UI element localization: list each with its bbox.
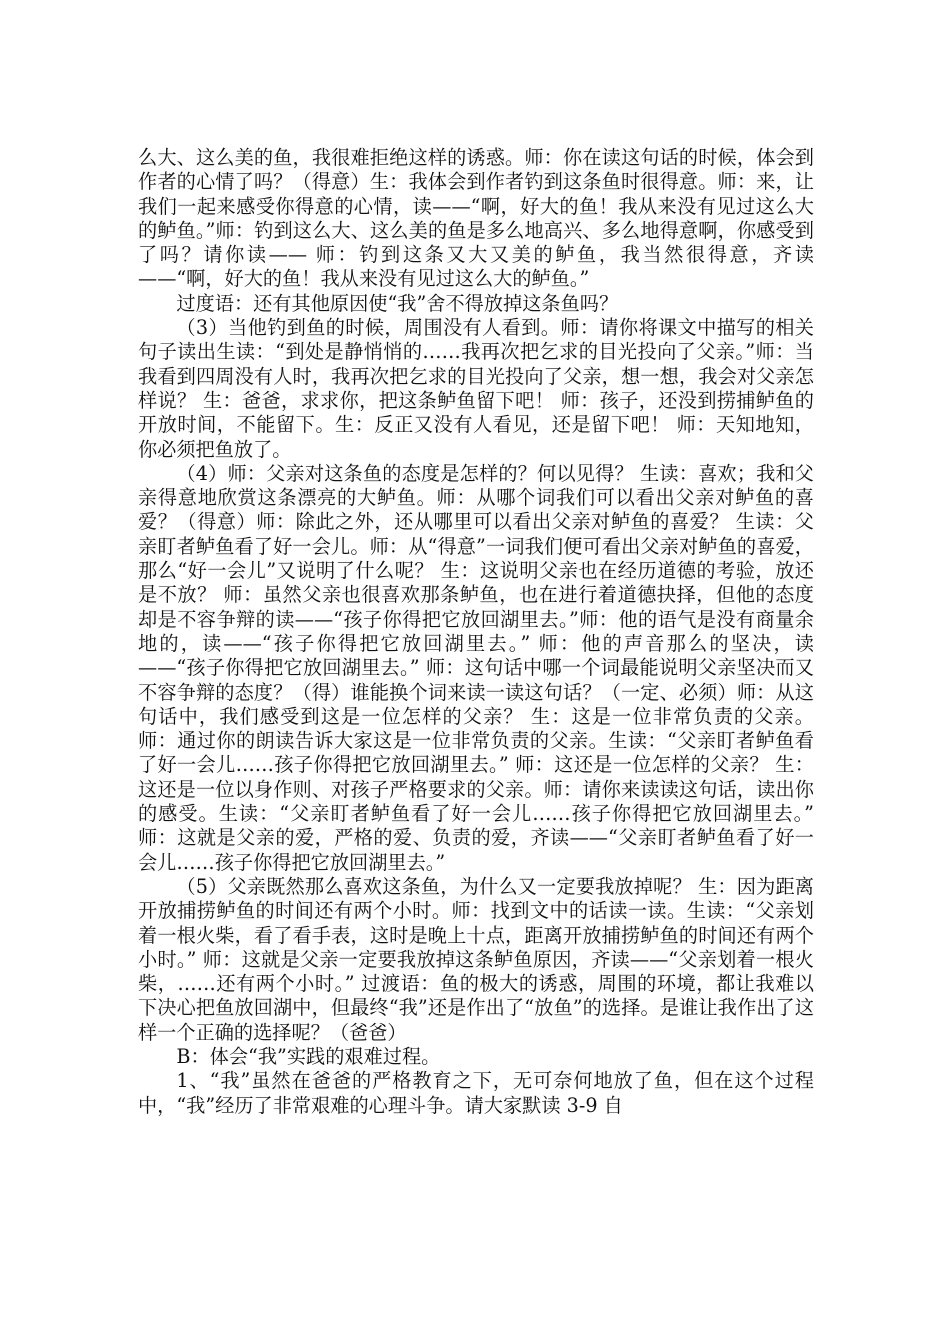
paragraph-4: （4）师：父亲对这条鱼的态度是怎样的？何以见得？ 生读：喜欢；我和父亲得意地欣赏这条漂亮的大鲈鱼。师：从哪个词我们可以看出父亲对鲈鱼的喜爱？（得意）师：除此之外，还从哪里可以看出父亲对鲈鱼的喜爱？ 生读：父亲盯者鲈鱼看了好一会儿。师：从“得意”一词我们便可看出父亲对鲈鱼的喜爱，那么“好一会儿”又说明了什么呢？ 生：这说明父亲也在经历道德的考验，放还是不放？ 师：虽然父亲也很喜欢那条鲈鱼，也在进行着道德抉择，但他的态度却是不容争辩的读——“孩子你得把它放回湖里去。”师：他的语气是没有商量余地的，读——“孩子你得把它放回湖里去。” 师：他的声音那么的坚决，读——“孩子你得把它放回湖里去。” 师：这句话中哪一个词最能说明父亲坚决而又不容争辩的态度？（得）谁能换个词来读一读这句话？（一定、必须）师：从这句话中，我们感受到这是一位怎样的父亲？ 生：这是一位非常负责的父亲。师：通过你的朗读告诉大家这是一位非常负责的父亲。生读：“父亲盯者鲈鱼看了好一会儿……孩子你得把它放回湖里去。” 师：这还是一位怎样的父亲？ 生：这还是一位以身作则、对孩子严格要求的父亲。师：请你来读读这句话，读出你的感受。生读：“父亲盯者鲈鱼看了好一会儿……孩子你得把它放回湖里去。” 师：这就是父亲的爱，严格的爱、负责的爱，齐读——“父亲盯者鲈鱼看了好一会儿……孩子你得把它放回湖里去。” (138, 461, 814, 874)
document-page (138, 146, 814, 1118)
paragraph-2: 过度语：还有其他原因使“我”舍不得放掉这条鱼吗？ (176, 291, 619, 315)
paragraph-7: 1、“我”虽然在爸爸的严格教育之下，无可奈何地放了鱼，但在这个过程中，“我”经历了非常艰难的心理斗争。请大家默读 3-9 自 (138, 1069, 814, 1117)
paragraph-6: B：体会“我”实践的艰难过程。 (176, 1044, 441, 1068)
paragraph-3: （3）当他钓到鱼的时候，周围没有人看到。师：请你将课文中描写的相关句子读出生读：“到处是静悄悄的……我再次把乞求的目光投向了父亲。”师：当我看到四周没有人时，我再次把乞求的目光投向了父亲，想一想，我会对父亲怎样说？ 生：爸爸，求求你，把这条鲈鱼留下吧！ 师：孩子，还没到捞捕鲈鱼的开放时间，不能留下。生：反正又没有人看见，还是留下吧！ 师：天知地知，你必须把鱼放了。 (138, 316, 814, 461)
paragraph-1: 么大、这么美的鱼，我很难拒绝这样的诱惑。师：你在读这句话的时候，体会到作者的心情了吗？（得意）生：我体会到作者钓到这条鱼时很得意。师：来，让我们一起来感受你得意的心情，读——“啊，好大的鱼！我从来没有见过这么大的鲈鱼。”师：钓到这么大、这么美的鱼是多么地高兴、多么地得意啊，你感受到了吗？请你读—— 师：钓到这条又大又美的鲈鱼，我当然很得意，齐读——“啊，好大的鱼！我从来没有见过这么大的鲈鱼。” (138, 146, 814, 291)
paragraph-5: （5）父亲既然那么喜欢这条鱼，为什么又一定要我放掉呢？ 生：因为距离开放捕捞鲈鱼的时间还有两个小时。师：找到文中的话读一读。生读：“父亲划着一根火柴，看了看手表，这时是晚上十点，距离开放捕捞鲈鱼的时间还有两个小时。” 师：这就是父亲一定要我放掉这条鲈鱼原因，齐读——“父亲划着一根火柴，……还有两个小时。” 过渡语：鱼的极大的诱惑，周围的环境，都让我难以下决心把鱼放回湖中，但最终“我”还是作出了“放鱼”的选择。是谁让我作出了这样一个正确的选择呢？（爸爸） (138, 874, 814, 1044)
